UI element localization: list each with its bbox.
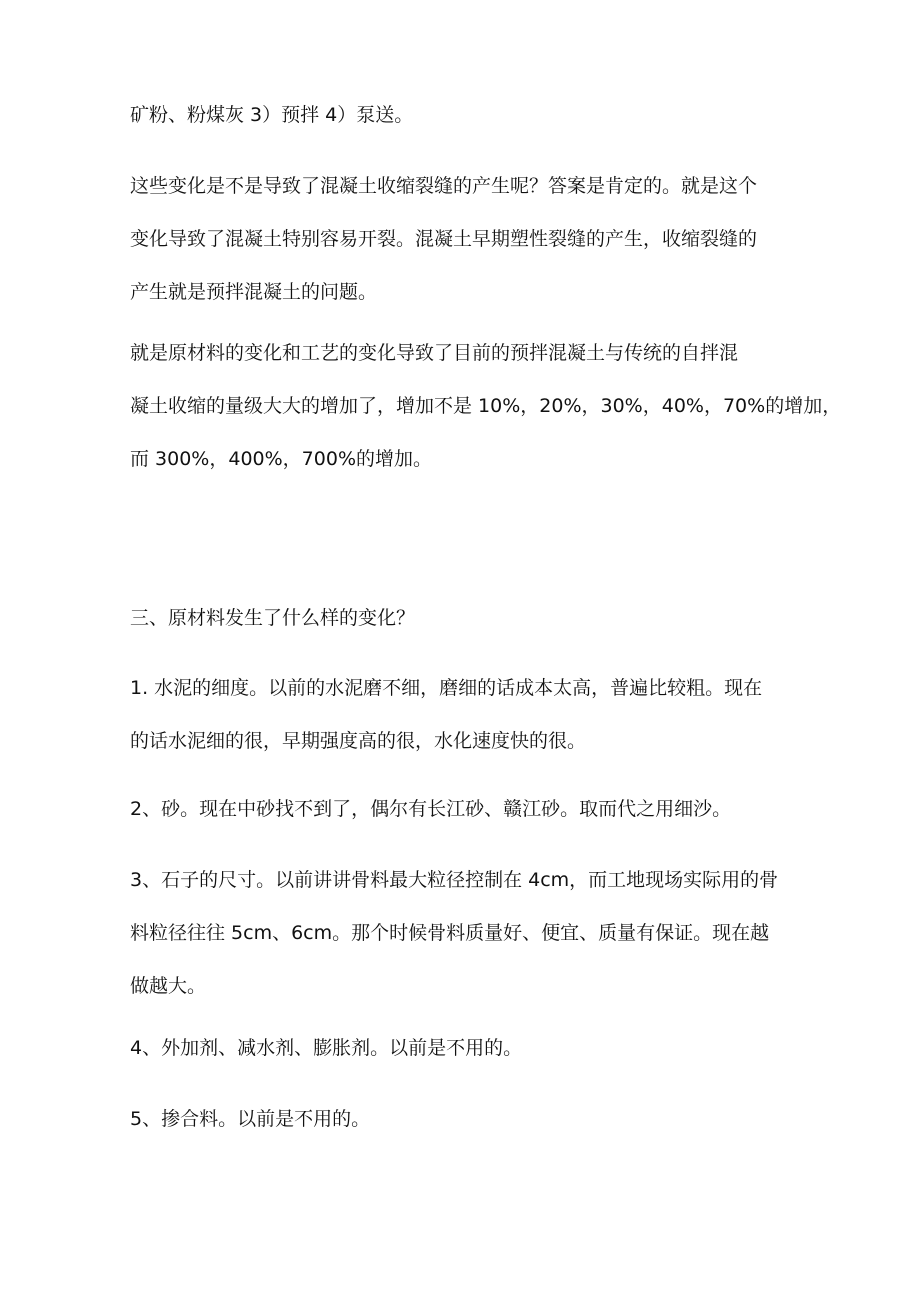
text-line: 这些变化是不是导致了混凝土收缩裂缝的产生呢？答案是肯定的。就是这个 — [130, 175, 758, 197]
text-line: 料粒径往往 5cm、6cm。那个时候骨料质量好、便宜、质量有保证。现在越 — [130, 922, 770, 944]
text-line: 产生就是预拌混凝土的问题。 — [130, 281, 378, 303]
list-item-cement — [130, 662, 810, 768]
paragraph-process-steps — [130, 89, 810, 142]
paragraph-material-change — [130, 327, 842, 486]
section-heading-text: 三、原材料发生了什么样的变化？ — [130, 607, 416, 629]
text-line: 做越大。 — [130, 975, 207, 997]
list-item-sand — [130, 783, 810, 836]
list-item-stone-size — [130, 854, 810, 1013]
text-line: 而 300%，400%，700%的增加。 — [130, 448, 432, 470]
list-item-supplementary-materials — [130, 1093, 810, 1146]
text-line: 的话水泥细的很，早期强度高的很，水化速度快的很。 — [130, 730, 587, 752]
text-line: 就是原材料的变化和工艺的变化导致了目前的预拌混凝土与传统的自拌混 — [130, 342, 739, 364]
text-line: 变化导致了混凝土特别容易开裂。混凝土早期塑性裂缝的产生，收缩裂缝的 — [130, 228, 758, 250]
text-line: 2、砂。现在中砂找不到了，偶尔有长江砂、赣江砂。取而代之用细沙。 — [130, 798, 732, 820]
list-item-admixtures — [130, 1022, 810, 1075]
paragraph-shrinkage-question — [130, 160, 810, 319]
text-line: 4、外加剂、减水剂、膨胀剂。以前是不用的。 — [130, 1037, 523, 1059]
section-heading-raw-materials — [130, 592, 810, 645]
text-line: 矿粉、粉煤灰 3）预拌 4）泵送。 — [130, 104, 414, 126]
text-line: 3、石子的尺寸。以前讲讲骨料最大粒径控制在 4cm，而工地现场实际用的骨 — [130, 869, 779, 891]
text-line: 凝土收缩的量级大大的增加了，增加不是 10%，20%，30%，40%，70%的增加， — [130, 395, 842, 417]
text-line: 5、掺合料。以前是不用的。 — [130, 1108, 371, 1130]
text-line: 1. 水泥的细度。以前的水泥磨不细，磨细的话成本太高，普遍比较粗。现在 — [130, 677, 763, 699]
